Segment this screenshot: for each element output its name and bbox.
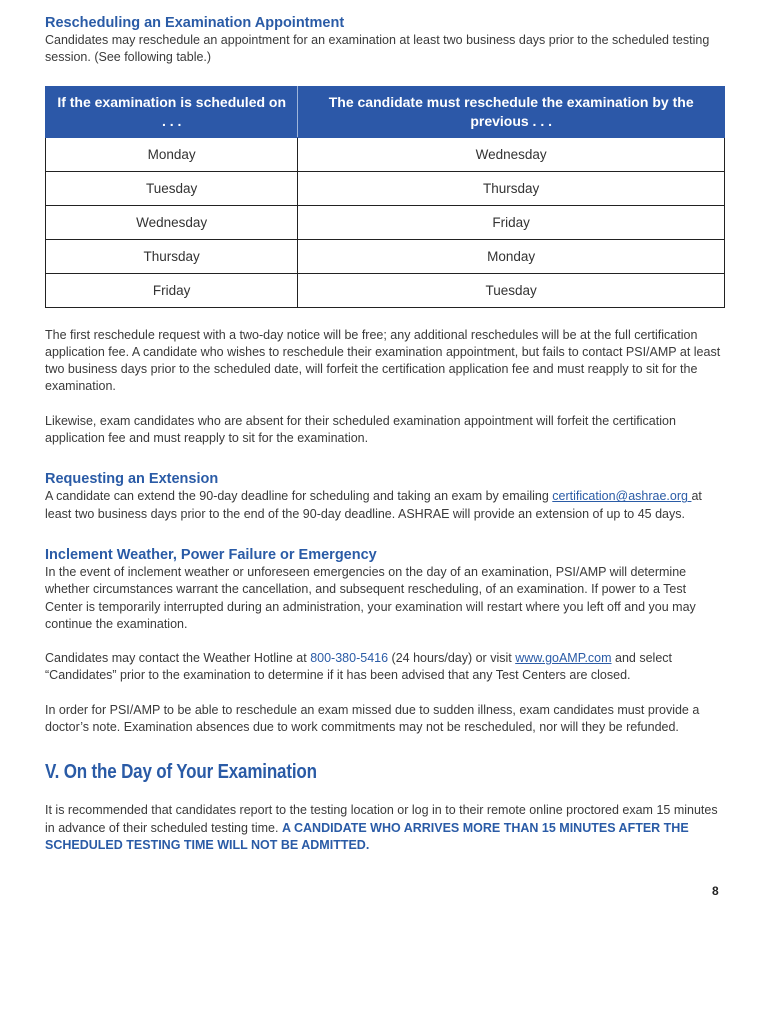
- day-of-exam-text: It is recommended that candidates report to the testing location or log in to their remote online proctored exam 15 minutes in advance of their scheduled testing time.: [45, 803, 718, 835]
- hotline-phone: 800-380-5416: [310, 651, 389, 666]
- table-cell: Friday: [46, 273, 298, 307]
- table-header-row: [46, 86, 725, 137]
- extension-heading: Requesting an Extension: [45, 471, 219, 488]
- day-of-exam-paragraph: [45, 802, 725, 854]
- rescheduling-section: [45, 14, 725, 447]
- table-cell: Thursday: [46, 239, 298, 273]
- table-row: [46, 171, 725, 205]
- hotline-text-3: and select “Candidates” prior to the examination to determine if it has been advised that any Test Centers are closed.: [45, 651, 673, 683]
- table-cell: Monday: [298, 239, 725, 273]
- table-cell: Monday: [46, 137, 298, 171]
- table-row: [46, 273, 725, 307]
- hotline-text: Candidates may contact the Weather Hotline at: [45, 651, 311, 666]
- extension-section: [45, 470, 725, 523]
- extension-text-after: at least two business days prior to the end of the 90-day deadline. ASHRAE will provide an extension of up to 45 days.: [45, 489, 702, 521]
- weather-paragraph-1: In the event of inclement weather or unforeseen emergencies on the day of an examination, PSI/AMP will determine whether circumstances warrant the cancellation, and subsequent rescheduling, of an examination. If power to a Test Center is temporarily interrupted during an administration, your examination will restart where you left off and you may continue the examination.: [45, 564, 696, 631]
- table-header-reschedule-by: The candidate must reschedule the examination by the previous . . .: [298, 86, 725, 137]
- table-cell: Tuesday: [46, 171, 298, 205]
- weather-paragraph-3: In order for PSI/AMP to be able to reschedule an exam missed due to sudden illness, exam candidates must provide a doctor’s note. Examination absences due to work commitments may not be rescheduled, nor will they be refunded.: [45, 702, 700, 735]
- certification-email-link[interactable]: certification@ashrae.org: [552, 489, 692, 504]
- table-cell: Thursday: [298, 171, 725, 205]
- page-content: [45, 14, 725, 854]
- absence-paragraph: Likewise, exam candidates who are absent for their scheduled examination appointment will forfeit the certification application fee and must reapply to sit for the examination.: [45, 413, 676, 446]
- table-cell: Wednesday: [46, 205, 298, 239]
- extension-text-before: A candidate can extend the 90-day deadline for scheduling and taking an exam by emailing: [45, 489, 553, 504]
- reschedule-table: [45, 86, 725, 308]
- hotline-text-2: (24 hours/day) or visit: [388, 651, 516, 666]
- rescheduling-intro: Candidates may reschedule an appointment for an examination at least two business days prior to the scheduled testing session. (See following table.): [45, 33, 710, 65]
- table-row: [46, 205, 725, 239]
- table-cell: Wednesday: [298, 137, 725, 171]
- table-cell: Tuesday: [298, 273, 725, 307]
- page-number: 8: [712, 884, 719, 898]
- reschedule-fee-paragraph: The first reschedule request with a two-day notice will be free; any additional reschedules will be at the full certification application fee. A candidate who wishes to reschedule their examination appointment, but fails to contact PSI/AMP at least two business days prior to the scheduled date, will forfeit the certification application fee and must reapply to sit for the examination.: [45, 327, 721, 394]
- late-arrival-warning: A CANDIDATE WHO ARRIVES MORE THAN 15 MINUTES AFTER THE SCHEDULED TESTING TIME WILL NOT BE ADMITTED.: [45, 820, 689, 852]
- table-header-scheduled-on: If the examination is scheduled on . . .: [46, 86, 298, 137]
- table-row: [46, 137, 725, 171]
- weather-paragraph-2: [45, 650, 725, 685]
- extension-paragraph: [45, 488, 725, 523]
- table-cell: Friday: [298, 205, 725, 239]
- rescheduling-heading: Rescheduling an Examination Appointment: [45, 15, 345, 31]
- table-row: [46, 239, 725, 273]
- goamp-link[interactable]: www.goAMP.com: [515, 651, 612, 666]
- weather-heading: Inclement Weather, Power Failure or Emergency: [45, 546, 377, 563]
- day-of-exam-heading: V. On the Day of Your Examination: [45, 761, 317, 784]
- weather-section: [45, 546, 725, 736]
